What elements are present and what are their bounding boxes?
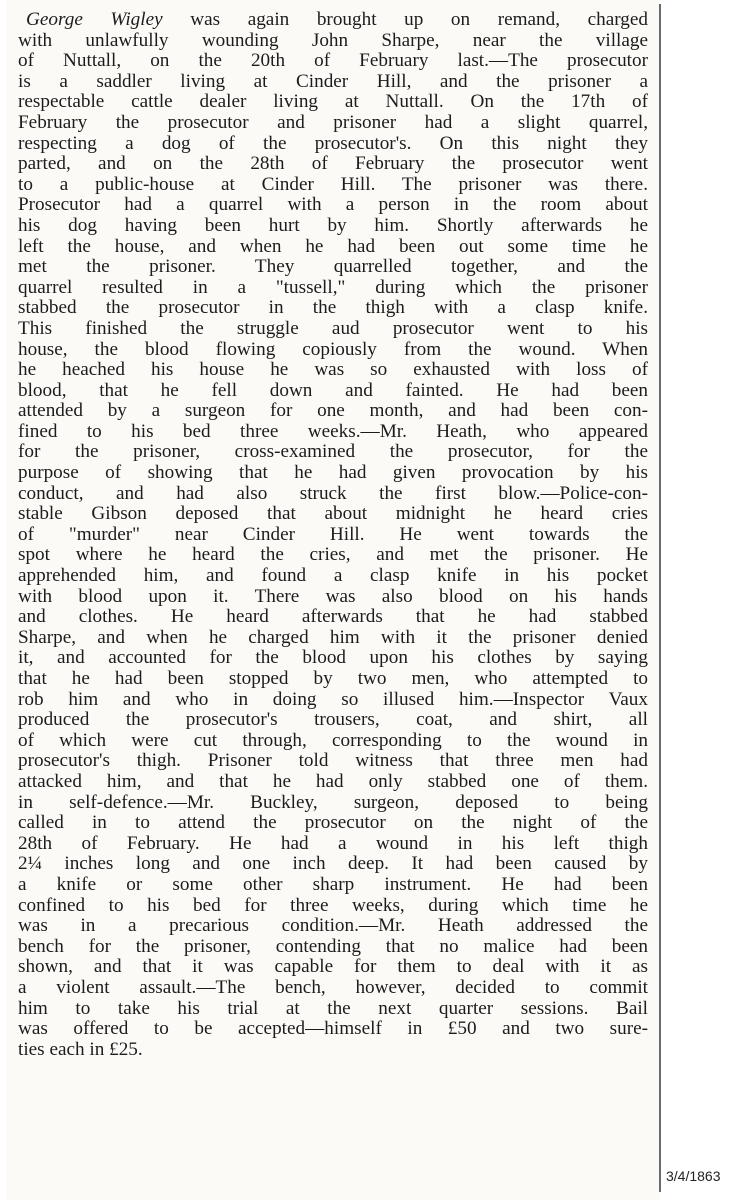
- column-rule: [659, 4, 661, 1192]
- article-line: respectable cattle dealer living at Nuttall. On the 17th of: [18, 91, 648, 113]
- article-line: with unlawfully wounding John Sharpe, near the village: [18, 29, 648, 51]
- article-line: of Nuttall, on the 20th of February last.—The prosecutor: [18, 50, 648, 72]
- defendant-name: George Wigley: [26, 9, 163, 30]
- article-line: bench for the prisoner, contending that no malice had been: [18, 935, 648, 957]
- article-line: respecting a dog of the prosecutor's. On this night they: [18, 132, 648, 154]
- article-line: shown, and that it was capable for them to deal with it as: [18, 956, 648, 978]
- article-line: purpose of showing that he had given provocation by his: [18, 462, 648, 484]
- article-line: stable Gibson deposed that about midnight he heard cries: [18, 503, 648, 525]
- article-line: he heached his house he was so exhausted with loss of: [18, 359, 648, 381]
- article-line: a violent assault.—The bench, however, decided to commit: [18, 976, 648, 998]
- article-line: house, the blood flowing copiously from the wound. When: [18, 338, 648, 360]
- article-line: of "murder" near Cinder Hill. He went towards the: [18, 523, 648, 545]
- article-line: him to take his trial at the next quarter sessions. Bail: [18, 997, 648, 1019]
- article-line: that he had been stopped by two men, who attempted to: [18, 668, 648, 689]
- article-line: rob him and who in doing so illused him.—Inspector Vaux: [18, 688, 648, 710]
- article-line: ties each in £25.: [18, 1038, 143, 1060]
- article-line: to a public-house at Cinder Hill. The prisoner was there.: [18, 173, 648, 195]
- article-line: blood, that he fell down and fainted. He had been: [18, 379, 648, 401]
- article-line: fined to his bed three weeks.—Mr. Heath, who appeared: [18, 420, 648, 442]
- article-line: apprehended him, and found a clasp knife in his pocket: [18, 565, 648, 587]
- article-line: stabbed the prosecutor in the thigh with a clasp knife.: [18, 297, 648, 319]
- article-line: This finished the struggle aud prosecutor went to his: [18, 317, 648, 339]
- article-line: quarrel resulted in a "tussell," during which the prisoner: [18, 276, 648, 298]
- article-line: attended by a surgeon for one month, and had been con-: [18, 400, 648, 422]
- article-line: his dog having been hurt by him. Shortly afterwards he: [18, 214, 648, 236]
- cropped-next-line: [60, 1190, 650, 1200]
- article-line: in self-defence.—Mr. Buckley, surgeon, deposed to being: [18, 791, 648, 813]
- article-line: for the prisoner, cross-examined the prosecutor, for the: [18, 441, 648, 463]
- article-line: Sharpe, and when he charged him with it the prisoner denied: [18, 626, 648, 648]
- article-line: of which were cut through, corresponding to the wound in: [18, 729, 648, 751]
- article-line: was offered to be accepted—himself in £50 and two sure-: [18, 1018, 648, 1040]
- date-stamp: 3/4/1863: [666, 1168, 721, 1184]
- article-line: parted, and on the 28th of February the prosecutor went: [18, 153, 648, 175]
- article-line: called in to attend the prosecutor on the night of the: [18, 812, 648, 834]
- article-line: it, and accounted for the blood upon his clothes by saying: [18, 647, 648, 669]
- article-line: confined to his bed for three weeks, during which time he: [18, 894, 648, 916]
- article-line: and clothes. He heard afterwards that he had stabbed: [18, 606, 648, 628]
- article-line: left the house, and when he had been out some time he: [18, 235, 648, 257]
- article-line: Prosecutor had a quarrel with a person in the room about: [18, 194, 648, 216]
- article-line: with blood upon it. There was also blood on his hands: [18, 585, 648, 607]
- article-line: prosecutor's thigh. Prisoner told witness that three men had: [18, 750, 648, 772]
- article-line: 28th of February. He had a wound in his left thigh: [18, 832, 648, 854]
- article-line: George Wigley was again brought up on remand, charged: [26, 9, 648, 30]
- article-line: is a saddler living at Cinder Hill, and the prisoner a: [18, 70, 648, 92]
- article-line: conduct, and had also struck the first blow.—Police-con-: [18, 482, 648, 504]
- article-line: spot where he heard the cries, and met the prisoner. He: [18, 544, 648, 566]
- article-line: February the prosecutor and prisoner had a slight quarrel,: [18, 111, 648, 133]
- article-line: was in a precarious condition.—Mr. Heath addressed the: [18, 915, 648, 937]
- article-line: produced the prosecutor's trousers, coat, and shirt, all: [18, 709, 648, 731]
- article-line: 2¼ inches long and one inch deep. It had been caused by: [18, 853, 648, 875]
- article-line: met the prisoner. They quarrelled together, and the: [18, 256, 648, 278]
- article-body: [18, 10, 648, 1060]
- article-line: attacked him, and that he had only stabbed one of them.: [18, 770, 648, 792]
- article-line: a knife or some other sharp instrument. He had been: [18, 873, 648, 895]
